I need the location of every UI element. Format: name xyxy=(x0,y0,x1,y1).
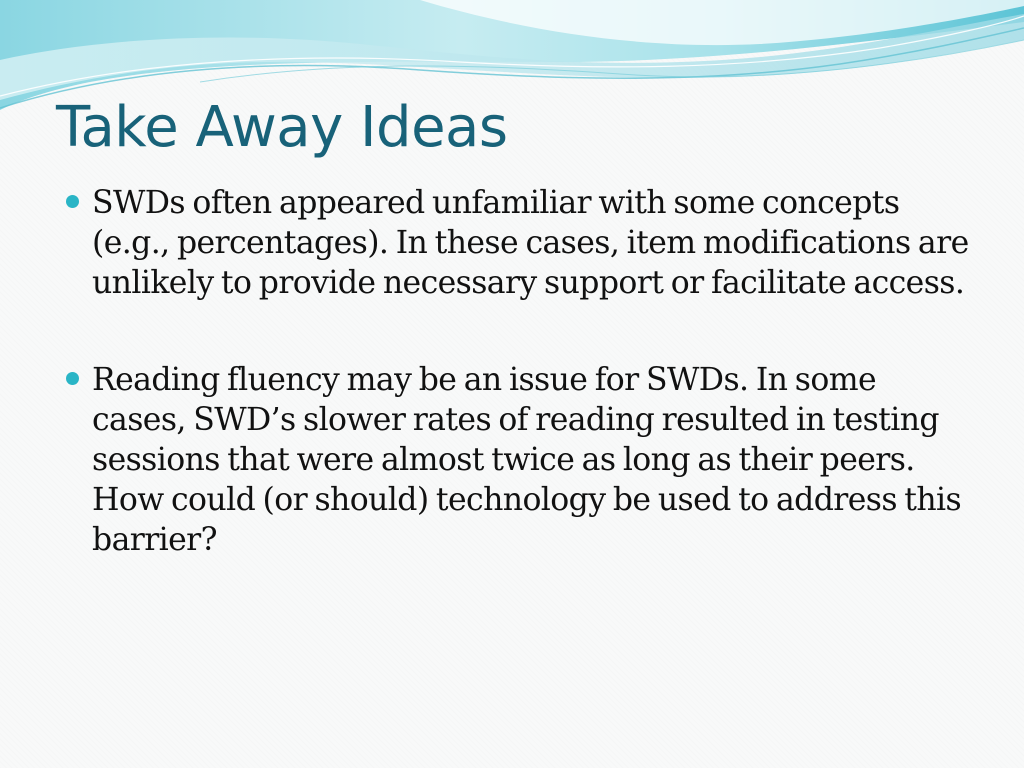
bullet-dot-icon xyxy=(66,195,79,208)
bullet-text-2: Reading fluency may be an issue for SWDs. In some cases, SWD’s slower rates of reading resulted in testing sessions that were almost twice as long as their peers. How could (or should) technology be used to address this barrier? xyxy=(92,362,962,558)
bullet-dot-icon xyxy=(66,372,79,385)
bullet-text-1: SWDs often appeared unfamiliar with some concepts (e.g., percentages). In these cases, item modifications are unlikely to provide necessary support or facilitate access. xyxy=(92,185,969,301)
bullet-item-2 xyxy=(64,360,974,560)
bullet-item-1 xyxy=(64,183,974,303)
slide-title: Take Away Ideas xyxy=(56,95,508,160)
bullet-list xyxy=(64,183,974,560)
